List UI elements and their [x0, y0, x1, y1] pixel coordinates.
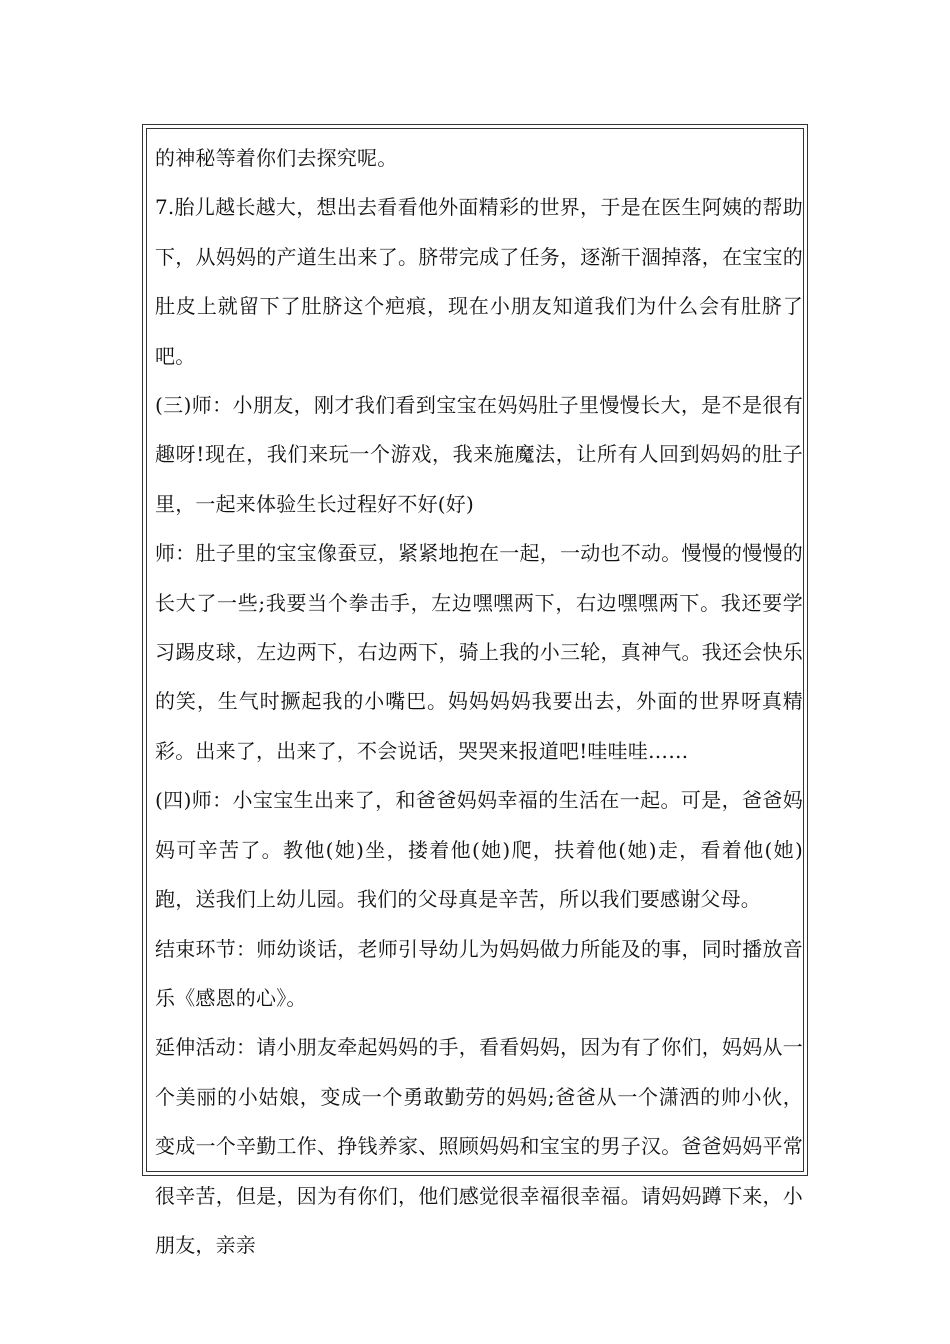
- paragraph-part-3: (三)师：小朋友，刚才我们看到宝宝在妈妈肚子里慢慢长大，是不是很有趣呀!现在，我们来玩一个游戏，我来施魔法，让所有人回到妈妈的肚子里，一起来体验生长过程好不好(好): [155, 393, 803, 516]
- cell-text-block: [155, 134, 803, 1270]
- paragraph-closing: 结束环节：师幼谈话，老师引导幼儿为妈妈做力所能及的事，同时播放音乐《感恩的心》。: [155, 936, 803, 1010]
- paragraph-extension-activity: 延伸活动：请小朋友牵起妈妈的手，看看妈妈，因为有了你们，妈妈从一个美丽的小姑娘，变成一个勇敢勤劳的妈妈;爸爸从一个潇洒的帅小伙，变成一个辛勤工作、挣钱养家、照顾妈妈和宝宝的男子汉。爸爸妈妈平常很辛苦，但是，因为有你们，他们感觉很幸福很幸福。请妈妈蹲下来，小朋友，亲亲: [155, 1035, 803, 1257]
- table-cell: [146, 128, 804, 1257]
- paragraph-teacher-game: 师：肚子里的宝宝像蚕豆，紧紧地抱在一起，一动也不动。慢慢的慢慢的长大了一些;我要当个拳击手，左边嘿嘿两下，右边嘿嘿两下。我还要学习踢皮球，左边两下，右边两下，骑上我的小三轮，真神气。我还会快乐的笑，生气时撅起我的小嘴巴。妈妈妈妈我要出去，外面的世界呀真精彩。出来了，出来了，不会说话，哭哭来报道吧!哇哇哇……: [155, 541, 803, 763]
- paragraph-part-4: (四)师：小宝宝生出来了，和爸爸妈妈幸福的生活在一起。可是，爸爸妈妈可辛苦了。教他(她)坐，搂着他(她)爬，扶着他(她)走，看着他(她)跑，送我们上幼儿园。我们的父母真是辛苦，所以我们要感谢父母。: [155, 788, 803, 912]
- paragraph-intro-continuation: 的神秘等着你们去探究呢。: [155, 146, 398, 170]
- paragraph-step-7: 7.胎儿越长越大，想出去看看他外面精彩的世界，于是在医生阿姨的帮助下，从妈妈的产道生出来了。脐带完成了任务，逐渐干涸掉落，在宝宝的肚皮上就留下了肚脐这个疤痕，现在小朋友知道我们为什么会有肚脐了吧。: [155, 195, 803, 368]
- table-outer-border: [142, 124, 808, 1257]
